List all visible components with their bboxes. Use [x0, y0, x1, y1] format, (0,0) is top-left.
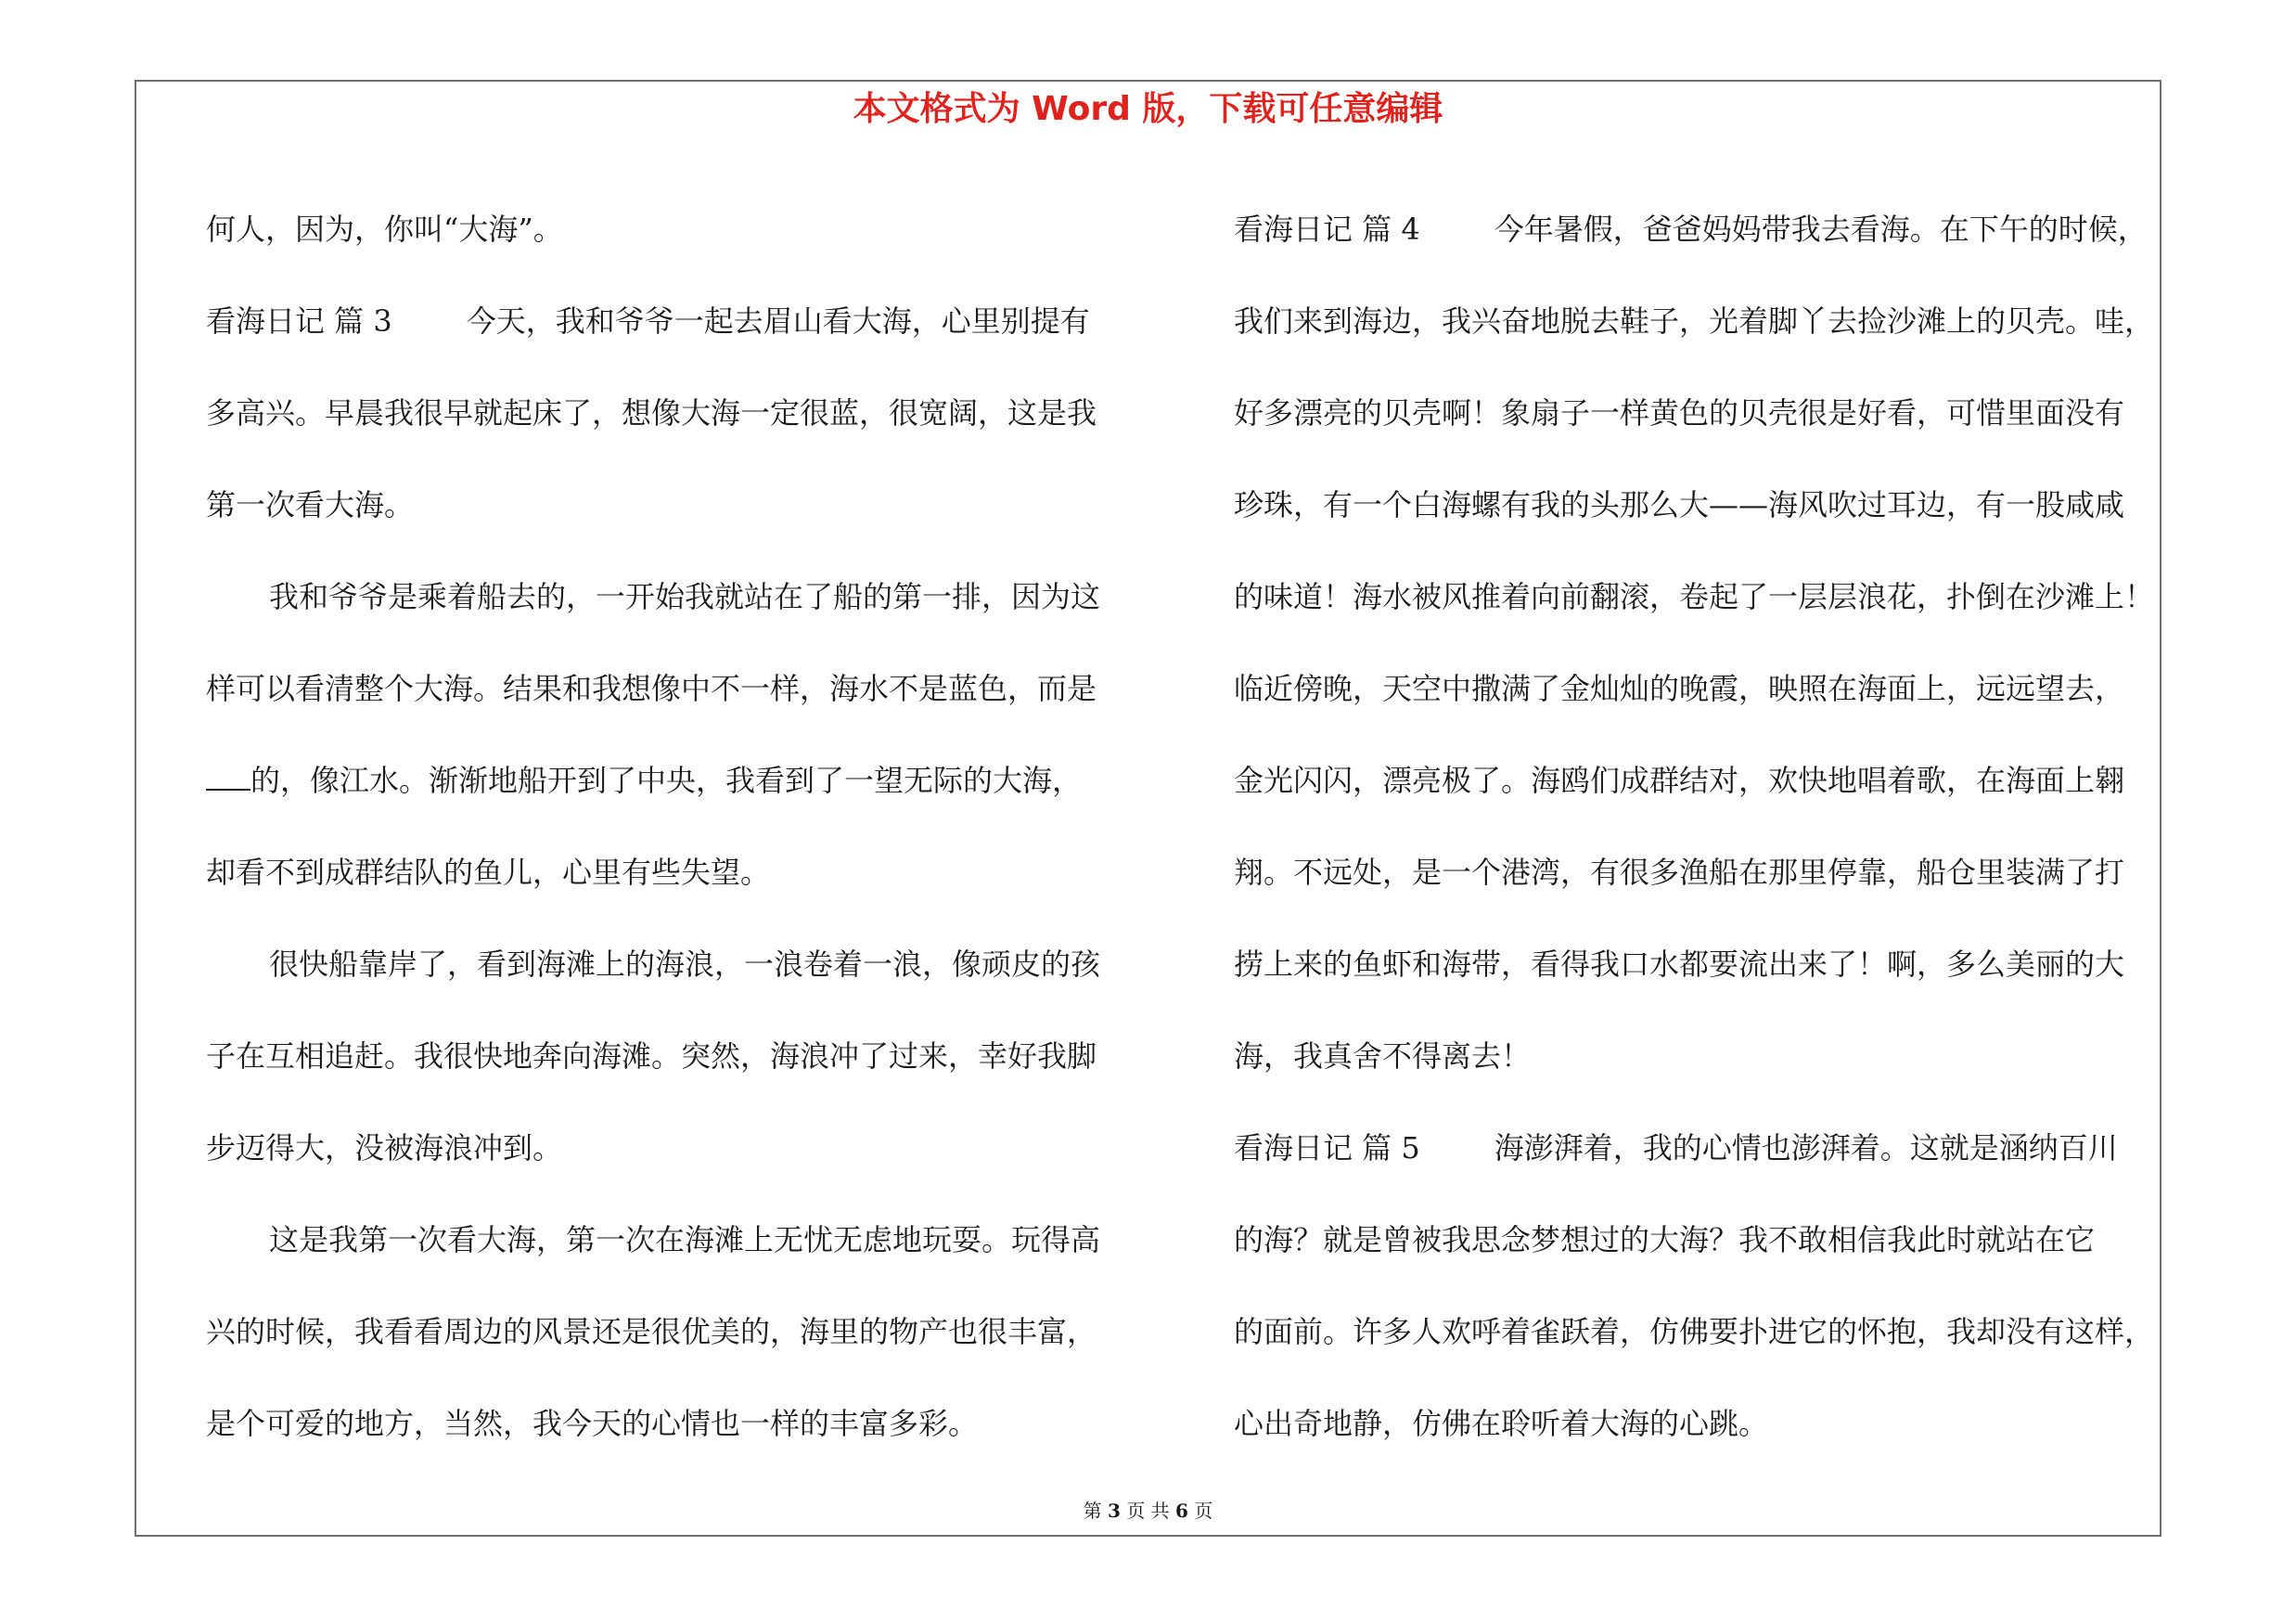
text-line: 今年暑假，爸爸妈妈带我去看海。在下午的时候，: [1494, 212, 2148, 247]
text-line-with-blank: [206, 735, 1134, 827]
text-line: 样可以看清整个大海。结果和我想像中不一样，海水不是蓝色，而是: [206, 671, 1097, 706]
section-heading: 看海日记 篇 4: [1234, 212, 1420, 247]
text-line: 的海？就是曾被我思念梦想过的大海？我不敢相信我此时就站在它: [1234, 1222, 2096, 1257]
fill-in-blank: [206, 765, 250, 791]
page-footer: [0, 1499, 2296, 1523]
text-line: 的，像江水。渐渐地船开到了中央，我看到了一望无际的大海，: [250, 763, 1083, 798]
text-line: 却看不到成群结队的鱼儿，心里有些失望。: [206, 855, 771, 890]
total-page-count: 6: [1175, 1500, 1188, 1522]
text-line: 捞上来的鱼虾和海带，看得我口水都要流出来了！啊，多么美丽的大: [1234, 947, 2125, 982]
text-line: 步迈得大，没被海浪冲到。: [206, 1130, 563, 1166]
text-line: 多高兴。早晨我很早就起床了，想像大海一定很蓝，很宽阔，这是我: [206, 395, 1097, 431]
text-line: 子在互相追赶。我很快地奔向海滩。突然，海浪冲了过来，幸好我脚: [206, 1038, 1097, 1074]
text-line: 我和爷爷是乘着船去的，一开始我就站在了船的第一排，因为这: [269, 579, 1101, 614]
text-line: 海，我真舍不得离去！: [1234, 1038, 1532, 1074]
text-line: 是个可爱的地方，当然，我今天的心情也一样的丰富多彩。: [206, 1406, 979, 1441]
word-format-notice: 本文格式为 Word 版，下载可任意编辑: [853, 90, 1443, 128]
section-heading-line: [206, 276, 1134, 367]
text-line: 的味道！海水被风推着向前翻滚，卷起了一层层浪花，扑倒在沙滩上！: [1234, 579, 2155, 614]
text-line: 很快船靠岸了，看到海滩上的海浪，一浪卷着一浪，像顽皮的孩: [269, 947, 1101, 982]
text-line: 金光闪闪，漂亮极了。海鸥们成群结对，欢快地唱着歌，在海面上翱: [1234, 763, 2125, 798]
text-line: 珍珠，有一个白海螺有我的头那么大——海风吹过耳边，有一股咸咸: [1234, 487, 2125, 522]
text-line: 何人，因为，你叫“大海”。: [206, 212, 563, 247]
section-heading: 看海日记 篇 5: [1234, 1130, 1420, 1166]
footer-prefix: 第: [1083, 1500, 1102, 1522]
text-line: 海澎湃着，我的心情也澎湃着。这就是涵纳百川: [1494, 1130, 2118, 1166]
text-line: 的面前。许多人欢呼着雀跃着，仿佛要扑进它的怀抱，我却没有这样，: [1234, 1314, 2155, 1349]
text-line: 今天，我和爷爷一起去眉山看大海，心里别提有: [466, 303, 1090, 339]
text-line: 兴的时候，我看看周边的风景还是很优美的，海里的物产也很丰富，: [206, 1314, 1097, 1349]
text-line: 翔。不远处，是一个港湾，有很多渔船在那里停靠，船仓里装满了打: [1234, 855, 2125, 890]
right-column: [1234, 184, 2161, 1470]
footer-suffix: 页: [1194, 1500, 1213, 1522]
text-line: 我们来到海边，我兴奋地脱去鞋子，光着脚丫去捡沙滩上的贝壳。哇，: [1234, 303, 2155, 339]
text-line: 好多漂亮的贝壳啊！象扇子一样黄色的贝壳很是好看，可惜里面没有: [1234, 395, 2125, 431]
left-column: [206, 184, 1134, 1470]
footer-middle: 页 共: [1126, 1500, 1170, 1522]
section-heading-line: [1234, 184, 2161, 276]
text-line: 心出奇地静，仿佛在聆听着大海的心跳。: [1234, 1406, 1769, 1441]
text-line: 临近傍晚，天空中撒满了金灿灿的晚霞，映照在海面上，远远望去，: [1234, 671, 2125, 706]
text-line: 第一次看大海。: [206, 487, 415, 522]
current-page-number: 3: [1108, 1500, 1121, 1522]
text-line: 这是我第一次看大海，第一次在海滩上无忧无虑地玩耍。玩得高: [269, 1222, 1101, 1257]
section-heading-line: [1234, 1102, 2161, 1194]
section-heading: 看海日记 篇 3: [206, 303, 392, 339]
